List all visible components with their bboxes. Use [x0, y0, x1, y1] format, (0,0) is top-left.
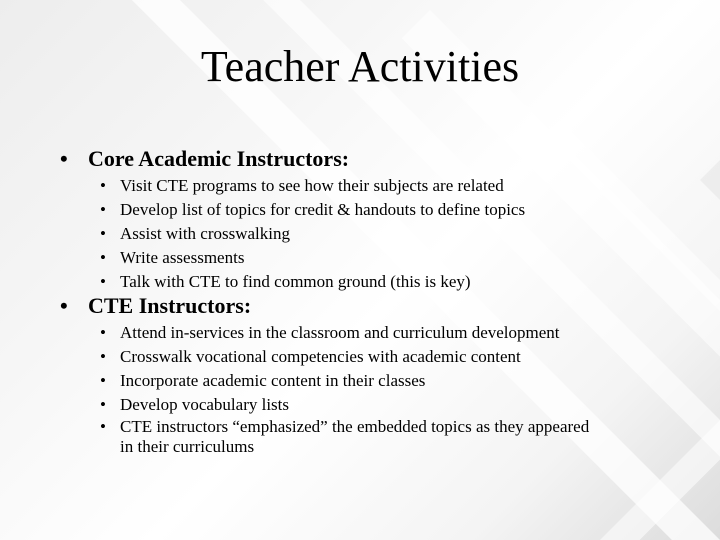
section-heading-core-academic: [60, 145, 349, 173]
list-item-text: Visit CTE programs to see how their subjects are related: [120, 176, 504, 195]
list-item: [100, 174, 525, 198]
background-stripe: [700, 0, 720, 201]
list-item: [100, 222, 525, 246]
list-item: [100, 369, 600, 393]
bullet-icon: •: [100, 417, 106, 436]
bullet-icon: •: [100, 323, 106, 342]
bullet-icon: •: [100, 224, 106, 243]
list-item-text: Crosswalk vocational competencies with academic content: [120, 347, 521, 366]
list-item: [100, 270, 525, 294]
bullet-icon: •: [60, 146, 68, 171]
list-item-text: Develop vocabulary lists: [120, 395, 290, 414]
list-item: [100, 393, 600, 417]
list-item-text: Incorporate academic content in their classes: [120, 371, 426, 390]
bullet-icon: •: [100, 371, 106, 390]
bullet-icon: •: [100, 347, 106, 366]
list-item: [100, 246, 525, 270]
list-item-text: Talk with CTE to find common ground (this is key): [120, 272, 471, 291]
list-item: [100, 198, 525, 222]
list-item-text: Write assessments: [120, 248, 245, 267]
section-heading-cte: [60, 292, 251, 320]
bullet-icon: •: [60, 293, 68, 318]
list-item: [100, 345, 600, 369]
bullet-icon: •: [100, 395, 106, 414]
list-item-text: CTE instructors “emphasized” the embedded topics as they appeared in their curriculums: [120, 417, 590, 456]
list-item-text: Assist with crosswalking: [120, 224, 290, 243]
cte-list: [100, 321, 600, 457]
list-item: [100, 321, 600, 345]
list-item: [100, 417, 600, 457]
bullet-icon: •: [100, 272, 106, 291]
list-item-text: Develop list of topics for credit & handouts to define topics: [120, 200, 526, 219]
slide-title: Teacher Activities: [200, 42, 520, 91]
bullet-icon: •: [100, 176, 106, 195]
bullet-icon: •: [100, 200, 106, 219]
bullet-icon: •: [100, 248, 106, 267]
core-academic-list: [100, 174, 525, 294]
section-heading-text: CTE Instructors:: [88, 293, 252, 318]
list-item-text: Attend in-services in the classroom and curriculum development: [120, 323, 560, 342]
section-heading-text: Core Academic Instructors:: [88, 146, 350, 171]
